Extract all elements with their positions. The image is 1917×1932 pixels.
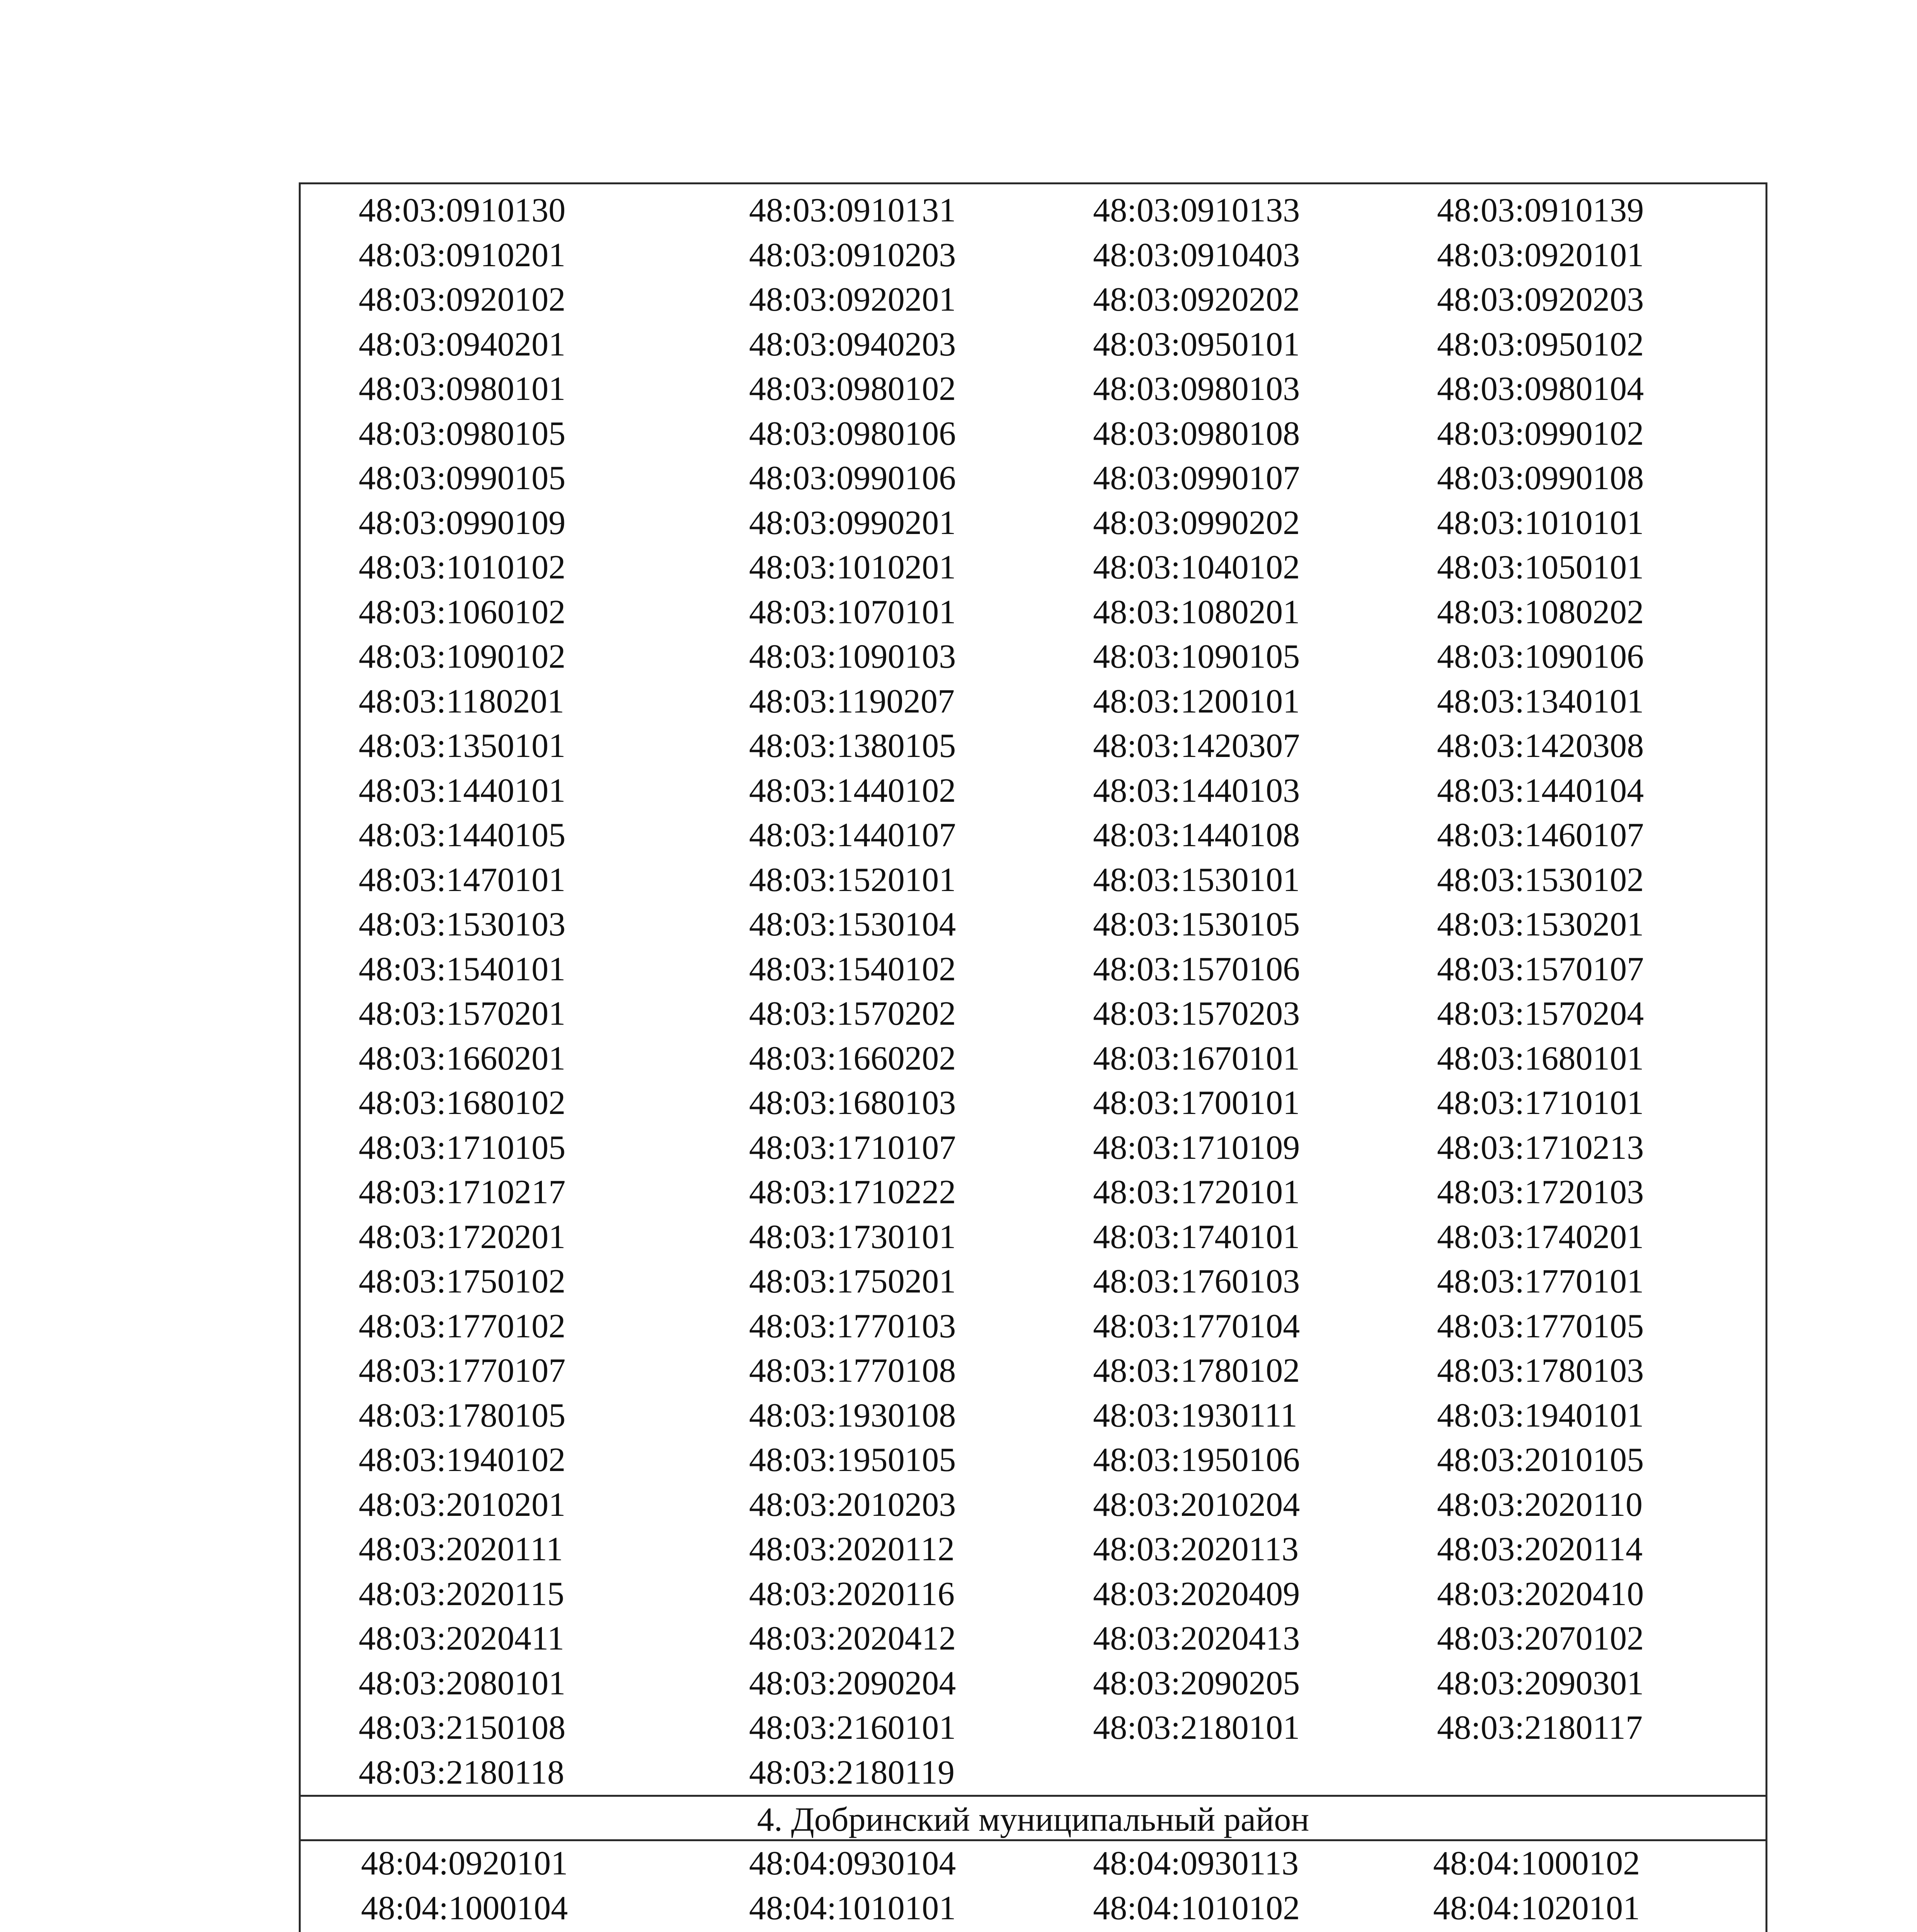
cadastral-code: 48:03:1780103 [1437, 1352, 1644, 1390]
table-row [301, 233, 1765, 278]
cadastral-code: 48:03:0990108 [1437, 459, 1644, 497]
cadastral-code: 48:03:0920101 [1437, 236, 1644, 274]
table-row [301, 322, 1765, 367]
cadastral-code: 48:03:0910203 [749, 236, 956, 274]
cadastral-code: 48:03:1570201 [359, 995, 566, 1033]
cadastral-code: 48:03:2090301 [1437, 1664, 1644, 1702]
cadastral-code: 48:03:2020111 [359, 1531, 563, 1568]
cadastral-code: 48:03:1090103 [749, 638, 956, 676]
table-row [301, 1036, 1765, 1081]
cadastral-code: 48:03:1470101 [359, 861, 566, 899]
cadastral-code: 48:03:1530102 [1437, 861, 1644, 899]
cadastral-code: 48:03:1950105 [749, 1441, 956, 1479]
cadastral-code: 48:03:0990107 [1093, 459, 1300, 497]
cadastral-code: 48:03:2070102 [1437, 1620, 1644, 1658]
cadastral-code: 48:03:1770104 [1093, 1307, 1300, 1345]
cadastral-code: 48:03:1950106 [1093, 1441, 1300, 1479]
table-row [301, 1259, 1765, 1304]
table-row [301, 1438, 1765, 1483]
cadastral-code: 48:03:1770101 [1437, 1263, 1644, 1301]
cadastral-code [703, 1930, 1047, 1932]
table-row [301, 1750, 1765, 1795]
cadastral-code: 48:04:1020101 [1433, 1889, 1640, 1927]
cadastral-code: 48:03:2090204 [749, 1664, 956, 1702]
cadastral-code: 48:03:1780102 [1093, 1352, 1300, 1390]
table-row [301, 992, 1765, 1036]
cadastral-code: 48:03:1440103 [1093, 772, 1300, 810]
cadastral-code: 48:03:1080201 [1093, 593, 1300, 631]
table-row [301, 501, 1765, 546]
cadastral-code: 48:03:1770108 [749, 1352, 956, 1390]
cadastral-code: 48:03:1710222 [749, 1173, 956, 1211]
table-row [301, 1706, 1765, 1750]
cadastral-code: 48:03:1710107 [749, 1129, 956, 1167]
cadastral-code: 48:03:1710105 [359, 1129, 566, 1167]
table-row [301, 456, 1765, 501]
table-row [301, 1661, 1765, 1706]
table-row [301, 367, 1765, 412]
cadastral-code: 48:03:2020411 [359, 1620, 565, 1658]
cadastral-code: 48:03:2010204 [1093, 1486, 1300, 1524]
cadastral-code: 48:03:1710213 [1437, 1129, 1644, 1167]
cadastral-code: 48:03:1180201 [359, 682, 565, 720]
cadastral-code: 48:03:1750102 [359, 1263, 566, 1301]
cadastral-code: 48:03:2020110 [1437, 1486, 1643, 1524]
cadastral-code: 48:03:1440104 [1437, 772, 1644, 810]
table-row [301, 679, 1765, 724]
table-row [301, 902, 1765, 947]
cadastral-code: 48:03:1060102 [359, 593, 566, 631]
cadastral-code: 48:03:1420307 [1093, 727, 1300, 765]
cadastral-code: 48:04:1000102 [1433, 1845, 1640, 1883]
cadastral-code: 48:03:1440101 [359, 772, 566, 810]
table-row [301, 1572, 1765, 1617]
cadastral-code: 48:03:1530103 [359, 906, 566, 944]
cadastral-code: 48:03:0940201 [359, 325, 566, 363]
cadastral-code: 48:03:0980104 [1437, 370, 1644, 408]
cadastral-code: 48:03:0990202 [1093, 504, 1300, 542]
cadastral-code: 48:03:1780105 [359, 1396, 566, 1434]
cadastral-code: 48:03:1760103 [1093, 1263, 1300, 1301]
table-row [301, 947, 1765, 992]
cadastral-code: 48:03:1530105 [1093, 906, 1300, 944]
cadastral-code: 48:03:1440108 [1093, 816, 1300, 854]
cadastral-code: 48:03:0920201 [749, 281, 956, 319]
table-row [301, 1215, 1765, 1260]
cadastral-code: 48:03:1420308 [1437, 727, 1644, 765]
cadastral-code: 48:03:0910131 [749, 192, 956, 230]
table-row [301, 1841, 1765, 1886]
table-row [301, 634, 1765, 679]
cadastral-code: 48:03:1710217 [359, 1173, 566, 1211]
cadastral-code: 48:04:0930113 [1093, 1845, 1299, 1883]
cadastral-code: 48:03:1720201 [359, 1218, 566, 1256]
cadastral-code: 48:03:0980106 [749, 415, 956, 452]
table-row [301, 1930, 1765, 1932]
cadastral-code: 48:03:0910201 [359, 236, 566, 274]
cadastral-code: 48:03:2010105 [1437, 1441, 1644, 1479]
cadastral-code [359, 1930, 703, 1932]
cadastral-code: 48:03:1710109 [1093, 1129, 1300, 1167]
table-row [301, 858, 1765, 903]
cadastral-code: 48:03:2020413 [1093, 1620, 1300, 1658]
table-row [301, 545, 1765, 590]
cadastral-code: 48:03:1040102 [1093, 549, 1300, 587]
cadastral-code: 48:03:1680101 [1437, 1039, 1644, 1077]
cadastral-code: 48:03:1770105 [1437, 1307, 1644, 1345]
cadastral-code: 48:03:1570204 [1437, 995, 1644, 1033]
cadastral-code: 48:03:1440102 [749, 772, 956, 810]
table-row [301, 1616, 1765, 1661]
cadastral-code: 48:03:1660201 [359, 1039, 566, 1077]
table-row [301, 1304, 1765, 1349]
section-4-heading: 4. Добринский муниципальный район [301, 1795, 1765, 1841]
cadastral-code: 48:03:1670101 [1093, 1039, 1300, 1077]
cadastral-code: 48:03:1520101 [749, 861, 956, 899]
cadastral-code: 48:03:1710101 [1437, 1084, 1644, 1122]
cadastral-code: 48:03:1700101 [1093, 1084, 1300, 1122]
cadastral-code: 48:03:1090102 [359, 638, 566, 676]
cadastral-code: 48:03:0980105 [359, 415, 566, 452]
cadastral-code: 48:03:1750201 [749, 1263, 956, 1301]
cadastral-table [299, 182, 1767, 1932]
cadastral-code: 48:03:1570203 [1093, 995, 1300, 1033]
cadastral-code: 48:03:1380105 [749, 727, 956, 765]
cadastral-code: 48:03:1530104 [749, 906, 956, 944]
cadastral-code: 48:03:0980102 [749, 370, 956, 408]
cadastral-code: 48:03:1460107 [1437, 816, 1644, 854]
cadastral-code: 48:03:0990105 [359, 459, 566, 497]
cadastral-code: 48:03:1080202 [1437, 593, 1644, 631]
cadastral-code: 48:03:1010102 [359, 549, 566, 587]
cadastral-code: 48:03:0910139 [1437, 192, 1644, 230]
cadastral-code: 48:03:2180117 [1437, 1709, 1643, 1747]
cadastral-code: 48:03:1200101 [1093, 682, 1300, 720]
table-row [301, 1081, 1765, 1126]
cadastral-code: 48:03:0920102 [359, 281, 566, 319]
cadastral-code: 48:03:1090106 [1437, 638, 1644, 676]
cadastral-code: 48:03:0980101 [359, 370, 566, 408]
cadastral-code: 48:03:1770107 [359, 1352, 566, 1390]
table-row [301, 1483, 1765, 1527]
table-row [301, 1527, 1765, 1572]
cadastral-code: 48:03:2020113 [1093, 1531, 1299, 1568]
cadastral-code [1391, 1930, 1735, 1932]
table-row [301, 412, 1765, 456]
cadastral-code: 48:03:2180119 [749, 1753, 955, 1791]
cadastral-code: 48:03:1930111 [1093, 1396, 1297, 1434]
cadastral-code: 48:03:0920203 [1437, 281, 1644, 319]
cadastral-code: 48:03:2020116 [749, 1575, 955, 1613]
table-row [301, 590, 1765, 635]
cadastral-code: 48:04:1010101 [749, 1889, 956, 1927]
cadastral-code: 48:03:1530201 [1437, 906, 1644, 944]
cadastral-code: 48:03:1540101 [359, 950, 566, 988]
cadastral-code: 48:03:1440107 [749, 816, 956, 854]
cadastral-code: 48:03:1540102 [749, 950, 956, 988]
cadastral-code: 48:03:1730101 [749, 1218, 956, 1256]
table-row [301, 1393, 1765, 1438]
cadastral-code: 48:03:1940101 [1437, 1396, 1644, 1434]
table-row [301, 188, 1765, 233]
cadastral-code: 48:03:2010201 [359, 1486, 566, 1524]
cadastral-code: 48:03:1770103 [749, 1307, 956, 1345]
cadastral-code: 48:03:2010203 [749, 1486, 956, 1524]
cadastral-code: 48:03:0910403 [1093, 236, 1300, 274]
cadastral-code: 48:03:2080101 [359, 1664, 566, 1702]
cadastral-code: 48:03:1010101 [1437, 504, 1644, 542]
cadastral-code: 48:03:1440105 [359, 816, 566, 854]
cadastral-code: 48:03:1350101 [359, 727, 566, 765]
cadastral-code: 48:03:0950101 [1093, 325, 1300, 363]
cadastral-code: 48:03:1190207 [749, 682, 955, 720]
table-row [301, 1886, 1765, 1931]
table-row [301, 1126, 1765, 1170]
cadastral-code: 48:03:0950102 [1437, 325, 1644, 363]
cadastral-code: 48:03:2090205 [1093, 1664, 1300, 1702]
cadastral-code: 48:04:0920101 [361, 1845, 568, 1883]
cadastral-code: 48:03:1090105 [1093, 638, 1300, 676]
cadastral-code: 48:03:1070101 [749, 593, 956, 631]
cadastral-code: 48:04:1010102 [1093, 1889, 1300, 1927]
cadastral-code: 48:03:0910133 [1093, 192, 1300, 230]
cadastral-code: 48:03:0910130 [359, 192, 566, 230]
cadastral-code: 48:03:2020409 [1093, 1575, 1300, 1613]
cadastral-code: 48:03:1010201 [749, 549, 956, 587]
cadastral-code: 48:03:2180118 [359, 1753, 565, 1791]
cadastral-code: 48:03:1680102 [359, 1084, 566, 1122]
cadastral-code: 48:03:0990106 [749, 459, 956, 497]
cadastral-code: 48:03:0980103 [1093, 370, 1300, 408]
cadastral-code: 48:03:2020112 [749, 1531, 955, 1568]
table-row [301, 1349, 1765, 1393]
section-4-code-list [301, 1841, 1765, 1932]
table-row [301, 813, 1765, 858]
cadastral-code: 48:03:0980108 [1093, 415, 1300, 452]
cadastral-code: 48:03:1530101 [1093, 861, 1300, 899]
cadastral-code: 48:03:0990109 [359, 504, 566, 542]
cadastral-code: 48:03:1570107 [1437, 950, 1644, 988]
section-3-code-list [301, 184, 1765, 1795]
cadastral-code: 48:03:2020410 [1437, 1575, 1644, 1613]
cadastral-code: 48:03:1740201 [1437, 1218, 1644, 1256]
cadastral-code: 48:03:1570106 [1093, 950, 1300, 988]
cadastral-code: 48:03:2180101 [1093, 1709, 1300, 1747]
cadastral-code: 48:03:1660202 [749, 1039, 956, 1077]
cadastral-code: 48:03:1740101 [1093, 1218, 1300, 1256]
table-row [301, 1170, 1765, 1215]
cadastral-code: 48:03:2020115 [359, 1575, 565, 1613]
cadastral-code: 48:03:2150108 [359, 1709, 566, 1747]
cadastral-code: 48:04:1000104 [361, 1889, 568, 1927]
table-row [301, 724, 1765, 769]
cadastral-code: 48:03:2160101 [749, 1709, 956, 1747]
cadastral-code [1047, 1930, 1391, 1932]
cadastral-code: 48:03:1720101 [1093, 1173, 1300, 1211]
cadastral-code: 48:03:1570202 [749, 995, 956, 1033]
cadastral-code: 48:03:0940203 [749, 325, 956, 363]
cadastral-code: 48:03:2020412 [749, 1620, 956, 1658]
cadastral-code: 48:03:1770102 [359, 1307, 566, 1345]
cadastral-code: 48:03:0920202 [1093, 281, 1300, 319]
cadastral-code: 48:03:1050101 [1437, 549, 1644, 587]
cadastral-code: 48:03:1940102 [359, 1441, 566, 1479]
cadastral-code: 48:03:0990201 [749, 504, 956, 542]
cadastral-code: 48:03:1930108 [749, 1396, 956, 1434]
table-row [301, 769, 1765, 813]
cadastral-code: 48:04:0930104 [749, 1845, 956, 1883]
cadastral-code: 48:03:1720103 [1437, 1173, 1644, 1211]
table-row [301, 277, 1765, 322]
cadastral-code: 48:03:1680103 [749, 1084, 956, 1122]
cadastral-code: 48:03:2020114 [1437, 1531, 1643, 1568]
cadastral-code: 48:03:0990102 [1437, 415, 1644, 452]
cadastral-code: 48:03:1340101 [1437, 682, 1644, 720]
